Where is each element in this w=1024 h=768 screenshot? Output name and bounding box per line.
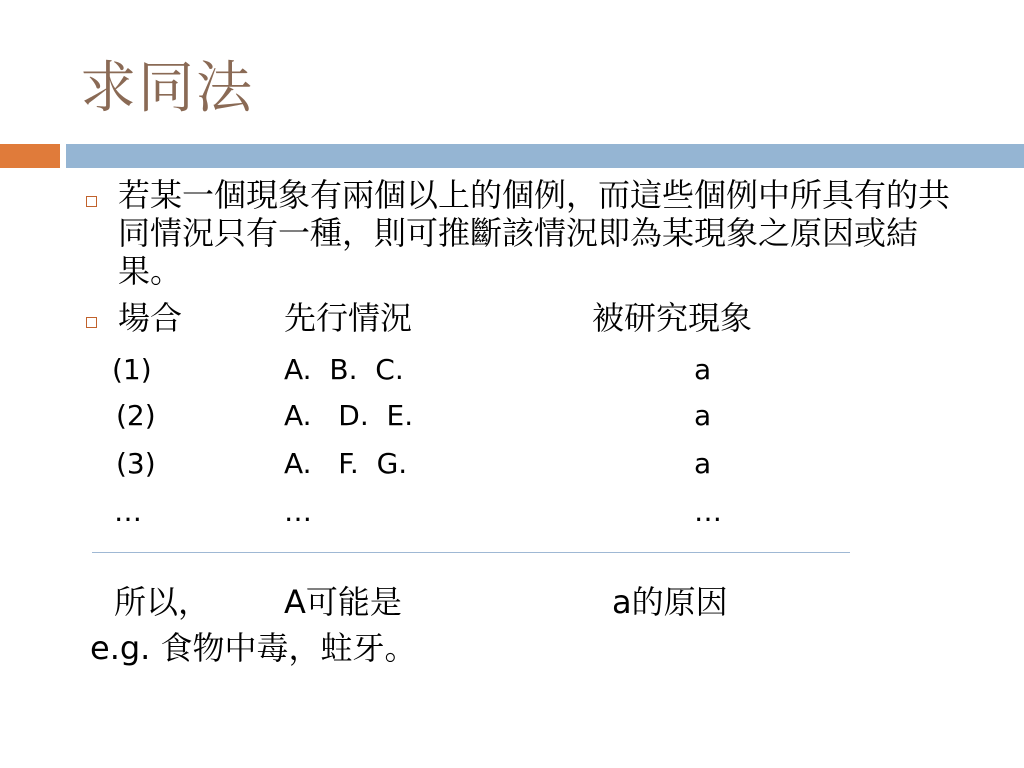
table-row-1-occasion: (1) [112,353,152,386]
table-row-2-occasion: (2) [116,399,156,432]
table-row-2-phenomenon: a [694,399,712,432]
table-row-3-antecedent: A. F. G. [284,447,408,480]
table-header-occasion: 場合 [118,299,183,337]
definition-text: 若某一個現象有兩個以上的個例，而這些個例中所具有的共同情況只有一種，則可推斷該情況即為某現象之原因或結果。 [118,176,951,290]
square-bullet-icon [86,196,97,207]
table-header-phenomenon: 被研究現象 [592,299,753,337]
table-header-antecedent: 先行情況 [284,299,413,337]
accent-band-blue [66,144,1024,168]
table-row-1-antecedent: A. B. C. [284,353,404,386]
table-row-4-antecedent: … [284,495,312,528]
table-row-1-phenomenon: a [694,353,712,386]
conclusion-prefix: 所以， [114,583,211,621]
section-divider [92,552,850,553]
square-bullet-icon [86,317,97,328]
table-row-4-phenomenon: … [694,495,722,528]
table-row-2-antecedent: A. D. E. [284,399,414,432]
table-row-4-occasion: … [114,495,142,528]
slide-title: 求同法 [80,56,254,121]
table-row-3-phenomenon: a [694,447,712,480]
conclusion-middle: A可能是 [284,583,402,621]
conclusion-suffix: a的原因 [612,583,728,621]
example-text: e.g. 食物中毒，蛀牙。 [90,629,417,667]
table-row-3-occasion: (3) [116,447,156,480]
accent-band-orange [0,144,60,168]
